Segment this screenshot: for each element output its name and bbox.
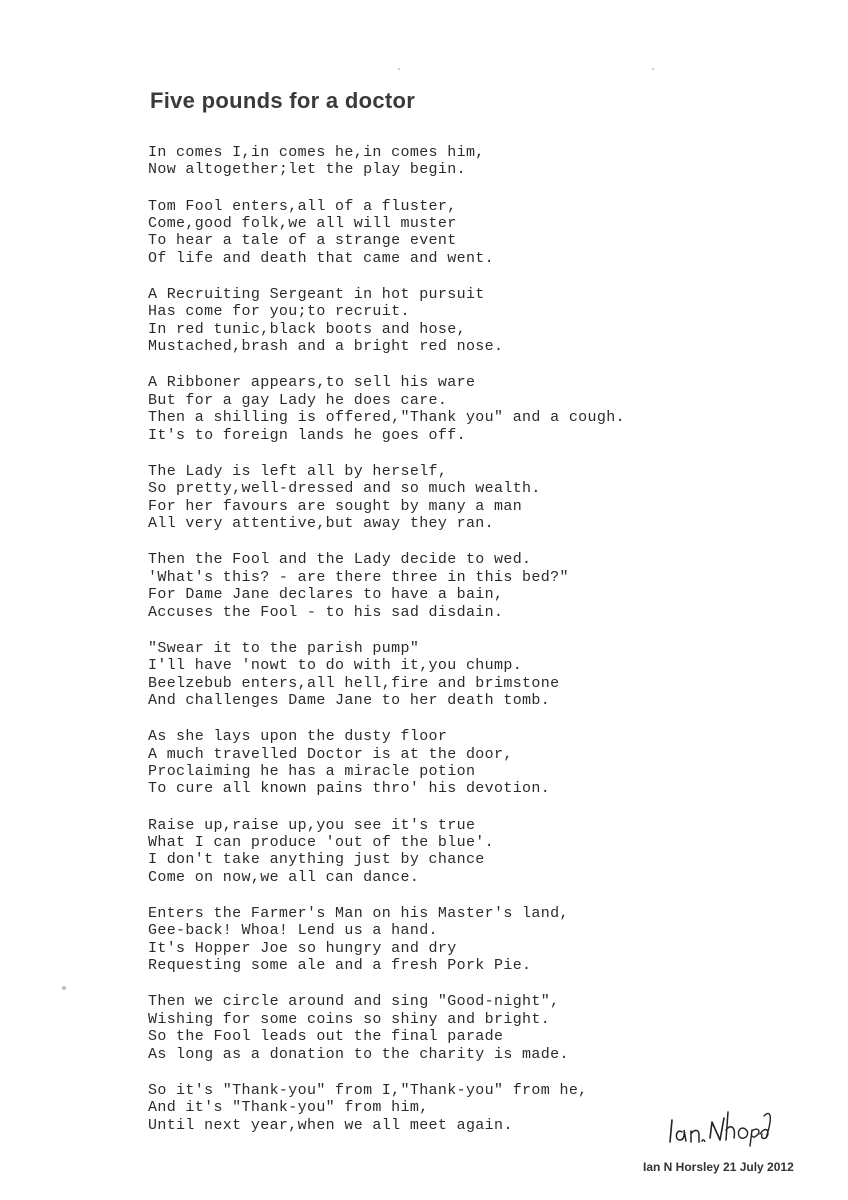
poem-line: I'll have 'nowt to do with it,you chump. bbox=[148, 657, 523, 675]
poem-line: 'What's this? - are there three in this bed?" bbox=[148, 568, 569, 586]
poem-line: All very attentive,but away they ran. bbox=[148, 515, 495, 533]
poem-line: But for a gay Lady he does care. bbox=[148, 391, 448, 409]
scan-speck bbox=[398, 68, 400, 70]
poem-line: To cure all known pains thro' his devotion. bbox=[148, 780, 551, 798]
handwritten-signature bbox=[664, 1098, 774, 1148]
poem-title: Five pounds for a doctor bbox=[150, 88, 416, 113]
stanza bbox=[148, 993, 838, 1063]
stanza bbox=[148, 640, 838, 710]
poem-line: Mustached,brash and a bright red nose. bbox=[148, 338, 504, 356]
poem-line: Requesting some ale and a fresh Pork Pie. bbox=[148, 957, 532, 975]
stanza bbox=[148, 463, 838, 533]
poem-line: A Ribboner appears,to sell his ware bbox=[148, 374, 476, 392]
poem-line: Gee-back! Whoa! Lend us a hand. bbox=[148, 922, 438, 940]
stanza bbox=[148, 728, 838, 798]
poem-line: As long as a donation to the charity is made. bbox=[148, 1045, 569, 1063]
poem-line: It's to foreign lands he goes off. bbox=[148, 426, 466, 444]
poem-line: "Swear it to the parish pump" bbox=[148, 639, 420, 657]
poem-line: To hear a tale of a strange event bbox=[148, 232, 457, 250]
poem-line: Enters the Farmer's Man on his Master's land, bbox=[148, 904, 569, 922]
poem-line: For Dame Jane declares to have a bain, bbox=[148, 586, 504, 604]
stanza bbox=[148, 144, 838, 179]
poem-line: Come on now,we all can dance. bbox=[148, 868, 420, 886]
poem-line: Then the Fool and the Lady decide to wed. bbox=[148, 551, 532, 569]
poem-line: Tom Fool enters,all of a fluster, bbox=[148, 197, 457, 215]
poem-line: In red tunic,black boots and hose, bbox=[148, 320, 466, 338]
stanza bbox=[148, 286, 838, 356]
poem-line: For her favours are sought by many a man bbox=[148, 497, 523, 515]
poem-line: Then we circle around and sing "Good-night", bbox=[148, 993, 560, 1011]
poem-line: A much travelled Doctor is at the door, bbox=[148, 745, 513, 763]
scan-speck bbox=[652, 68, 654, 70]
poem-line: Has come for you;to recruit. bbox=[148, 303, 410, 321]
poem-line: Raise up,raise up,you see it's true bbox=[148, 816, 476, 834]
poem-line: Come,good folk,we all will muster bbox=[148, 215, 457, 233]
poem-line: Wishing for some coins so shiny and bright. bbox=[148, 1010, 551, 1028]
poem-line: So pretty,well-dressed and so much wealth. bbox=[148, 480, 541, 498]
poem-line: I don't take anything just by chance bbox=[148, 851, 485, 869]
stanza bbox=[148, 817, 838, 887]
poem-line: What I can produce 'out of the blue'. bbox=[148, 833, 495, 851]
poem-line: Proclaiming he has a miracle potion bbox=[148, 762, 476, 780]
poem-line: Accuses the Fool - to his sad disdain. bbox=[148, 603, 504, 621]
scan-speck bbox=[62, 986, 66, 990]
poem-line: In comes I,in comes he,in comes him, bbox=[148, 144, 485, 161]
poem-line: Beelzebub enters,all hell,fire and brimstone bbox=[148, 674, 560, 692]
poem-line: Until next year,when we all meet again. bbox=[148, 1116, 513, 1134]
poem-line: Then a shilling is offered,"Thank you" and a cough. bbox=[148, 409, 625, 427]
stanza bbox=[148, 551, 838, 621]
poem-line: It's Hopper Joe so hungry and dry bbox=[148, 939, 457, 957]
poem-line: And challenges Dame Jane to her death tomb. bbox=[148, 691, 551, 709]
poem-line: Of life and death that came and went. bbox=[148, 249, 495, 267]
poem-line: So the Fool leads out the final parade bbox=[148, 1028, 504, 1046]
stanza bbox=[148, 374, 838, 444]
poem-line: Now altogether;let the play begin. bbox=[148, 161, 466, 179]
poem-line: So it's "Thank-you" from I,"Thank-you" from he, bbox=[148, 1081, 588, 1099]
signature-caption: Ian N Horsley 21 July 2012 bbox=[643, 1160, 794, 1174]
stanza bbox=[148, 905, 838, 975]
poem-line: The Lady is left all by herself, bbox=[148, 462, 448, 480]
stanza bbox=[148, 198, 838, 268]
poem-body bbox=[148, 144, 838, 1153]
poem-line: As she lays upon the dusty floor bbox=[148, 728, 448, 746]
poem-line: A Recruiting Sergeant in hot pursuit bbox=[148, 286, 485, 304]
poem-line: And it's "Thank-you" from him, bbox=[148, 1099, 429, 1117]
